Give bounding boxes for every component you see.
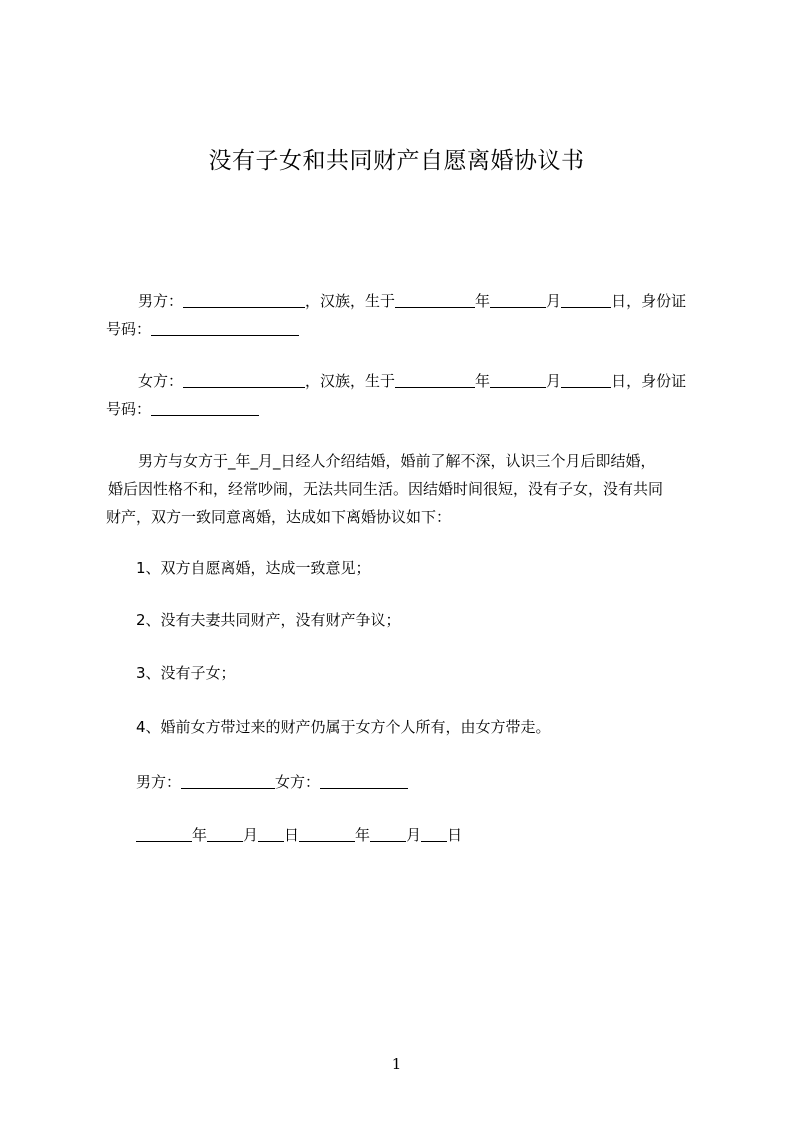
female-signature-blank <box>320 774 408 789</box>
date-line <box>106 820 732 850</box>
male-id-blank <box>151 321 299 336</box>
date1-day-text: 日 <box>284 826 300 844</box>
date2-day-text: 日 <box>447 826 463 844</box>
female-birth-month-blank <box>490 373 546 388</box>
female-day-text: 日，身份证 <box>611 372 687 390</box>
intro-line-1: 男方与女方于_年_月_日经人介绍结婚，婚前了解不深，认识三个月后即结婚， <box>138 452 656 470</box>
male-ethnicity-text: ，汉族，生于 <box>305 292 396 310</box>
date2-year-text: 年 <box>355 826 371 844</box>
document-title: 没有子女和共同财产自愿离婚协议书 <box>208 148 585 174</box>
page-number: 1 <box>391 1055 402 1073</box>
date2-year-blank <box>299 827 355 842</box>
female-ethnicity-text: ，汉族，生于 <box>305 372 396 390</box>
male-signature-label: 男方： <box>136 773 182 791</box>
date2-month-text: 月 <box>406 826 422 844</box>
signature-line <box>106 767 732 797</box>
male-id-line <box>106 314 702 344</box>
intro-line-2: 婚后因性格不和，经常吵闹，无法共同生活。因结婚时间很短，没有子女，没有共同 <box>108 480 664 498</box>
male-birth-day-blank <box>561 293 611 308</box>
male-signature-blank <box>181 774 275 789</box>
male-name-blank <box>183 293 305 308</box>
date1-month-text: 月 <box>243 826 259 844</box>
male-year-text: 年 <box>475 292 491 310</box>
female-birth-year-blank <box>395 373 475 388</box>
female-name-blank <box>183 373 305 388</box>
female-label: 女方： <box>138 372 184 390</box>
female-party-line <box>106 366 702 396</box>
male-id-label: 号码： <box>106 320 152 338</box>
date2-day-blank <box>421 827 447 842</box>
male-label: 男方： <box>138 292 184 310</box>
intro-line-3: 财产，双方一致同意离婚，达成如下离婚协议如下： <box>106 508 452 526</box>
male-birth-month-blank <box>490 293 546 308</box>
date1-month-blank <box>207 827 243 842</box>
male-birth-year-blank <box>395 293 475 308</box>
female-year-text: 年 <box>475 372 491 390</box>
clause-item: 4、婚前女方带过来的财产仍属于女方个人所有，由女方带走。 <box>136 718 551 736</box>
date1-year-blank <box>136 827 192 842</box>
clause-item: 2、没有夫妻共同财产，没有财产争议； <box>136 611 401 629</box>
date2-month-blank <box>370 827 406 842</box>
male-day-text: 日，身份证 <box>611 292 687 310</box>
female-id-blank <box>151 401 259 416</box>
clause-item: 1、双方自愿离婚，达成一致意见； <box>136 559 371 577</box>
female-id-label: 号码： <box>106 400 152 418</box>
female-signature-label: 女方： <box>275 773 321 791</box>
female-birth-day-blank <box>561 373 611 388</box>
female-id-line <box>106 394 702 424</box>
male-month-text: 月 <box>546 292 562 310</box>
male-party-line <box>106 286 702 316</box>
female-month-text: 月 <box>546 372 562 390</box>
clause-item: 3、没有子女； <box>136 664 236 682</box>
date1-day-blank <box>258 827 284 842</box>
date1-year-text: 年 <box>192 826 208 844</box>
